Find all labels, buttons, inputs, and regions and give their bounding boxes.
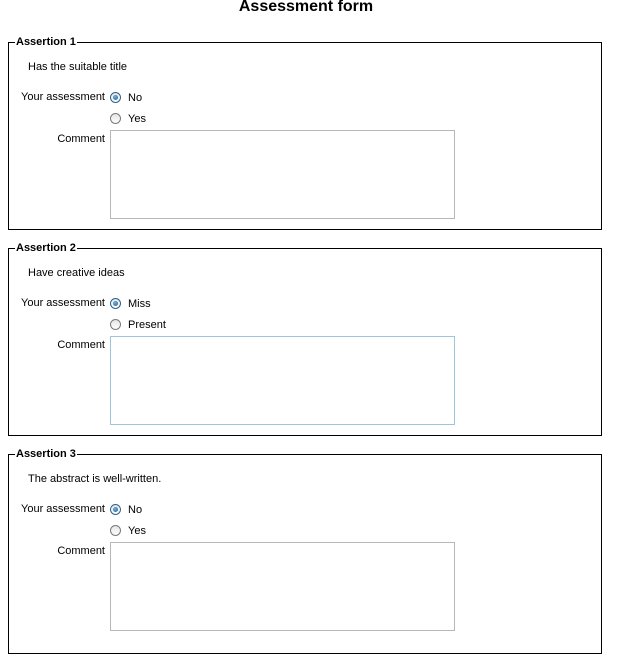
assertion-1-legend: Assertion 1 bbox=[16, 36, 76, 48]
radio-unchecked-icon[interactable] bbox=[110, 319, 121, 330]
assertion-2-legend: Assertion 2 bbox=[16, 242, 76, 254]
assertion-1-assessment-label: Your assessment bbox=[21, 91, 105, 103]
assertion-3-legend: Assertion 3 bbox=[16, 448, 76, 460]
assertion-2-option-present-label[interactable]: Present bbox=[128, 318, 166, 331]
radio-unchecked-icon[interactable] bbox=[110, 525, 121, 536]
assertion-2-assessment-label: Your assessment bbox=[21, 297, 105, 309]
assertion-1-option-yes[interactable] bbox=[110, 110, 146, 126]
radio-checked-icon[interactable] bbox=[110, 298, 121, 309]
assertion-3-statement: The abstract is well-written. bbox=[28, 473, 162, 485]
assertion-1-statement: Has the suitable title bbox=[28, 61, 128, 73]
assertion-1-comment-label: Comment bbox=[57, 133, 105, 145]
assertion-1-option-yes-label[interactable]: Yes bbox=[128, 112, 146, 125]
radio-checked-icon[interactable] bbox=[110, 504, 121, 515]
assertion-2-comment-textarea[interactable] bbox=[110, 336, 455, 425]
assertion-3-option-yes[interactable] bbox=[110, 522, 146, 538]
assertion-1-option-no-label[interactable]: No bbox=[128, 91, 143, 104]
assertion-3-comment-label: Comment bbox=[57, 545, 105, 557]
assertion-3-option-no[interactable] bbox=[110, 501, 142, 517]
assertion-3-comment-textarea[interactable] bbox=[110, 542, 455, 631]
assertion-2-option-miss[interactable] bbox=[110, 295, 151, 311]
assertion-3-fieldset bbox=[8, 448, 602, 654]
assertion-1-comment-textarea[interactable] bbox=[110, 130, 455, 219]
radio-checked-icon[interactable] bbox=[110, 92, 121, 103]
assertion-3-option-yes-label[interactable]: Yes bbox=[128, 524, 146, 537]
assertion-2-statement: Have creative ideas bbox=[28, 267, 125, 279]
assertion-1-option-no[interactable] bbox=[110, 89, 142, 105]
assertion-3-option-no-label[interactable]: No bbox=[128, 503, 143, 516]
assertion-3-assessment-label: Your assessment bbox=[21, 503, 105, 515]
assertion-2-comment-label: Comment bbox=[57, 339, 105, 351]
page-title: Assessment form bbox=[238, 0, 374, 15]
radio-unchecked-icon[interactable] bbox=[110, 113, 121, 124]
assertion-2-option-present[interactable] bbox=[110, 316, 166, 332]
assertion-1-fieldset bbox=[8, 36, 602, 230]
assertion-2-option-miss-label[interactable]: Miss bbox=[128, 297, 151, 310]
assertion-2-fieldset bbox=[8, 242, 602, 436]
